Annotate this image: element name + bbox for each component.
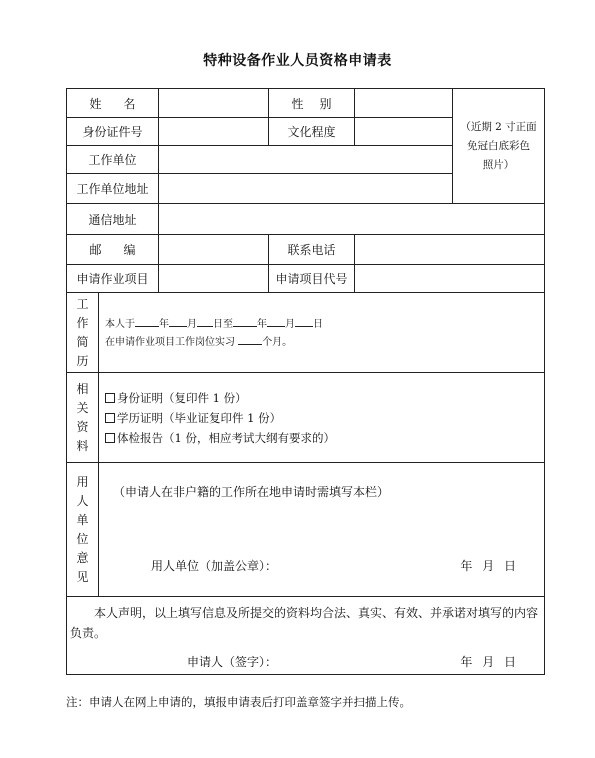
work-history-line-1	[105, 315, 544, 333]
checkbox[interactable]	[105, 433, 115, 443]
checklist-item[interactable]	[105, 388, 544, 408]
phone-label: 联系电话	[269, 235, 355, 265]
work-history-line-2	[105, 333, 544, 351]
work-history-content[interactable]	[99, 293, 545, 373]
checklist-item-label: 学历证明（毕业证复印件 1 份）	[117, 410, 282, 425]
checklist-item[interactable]	[105, 428, 544, 448]
history-text: 月	[285, 318, 295, 330]
mailing-address-label: 通信地址	[67, 204, 159, 235]
opinion-char: 位	[76, 531, 89, 546]
materials-char: 相	[76, 381, 89, 396]
declaration-text: 本人声明，以上填写信息及所提交的资料均合法、真实、有效、并承诺对填写的内容负责。	[70, 606, 539, 640]
opinion-note: （申请人在非户籍的工作所在地申请时需填写本栏）	[113, 485, 390, 499]
opinion-unit-stamp: 用人单位（加盖公章）：	[151, 559, 278, 573]
materials-char: 资	[76, 419, 89, 434]
materials-char: 关	[76, 400, 89, 415]
name-field[interactable]	[159, 89, 269, 118]
project-code-field[interactable]	[355, 265, 545, 293]
history-text: 年	[159, 318, 169, 330]
materials-char: 料	[76, 438, 89, 453]
materials-checklist	[99, 373, 545, 463]
materials-label	[67, 373, 99, 463]
history-text: 个月。	[262, 336, 293, 348]
work-history-char: 工	[76, 296, 89, 311]
declaration-cell[interactable]	[67, 597, 545, 675]
id-number-field[interactable]	[159, 118, 269, 146]
project-code-label: 申请项目代号	[269, 265, 355, 293]
employer-address-field[interactable]	[159, 174, 453, 204]
application-form-table	[66, 88, 545, 675]
opinion-char: 意	[76, 550, 89, 565]
start-year-blank[interactable]	[135, 315, 159, 327]
employer-field[interactable]	[159, 146, 453, 174]
declaration-date: 年 月 日	[460, 655, 517, 669]
opinion-char: 单	[76, 512, 89, 527]
id-number-label: 身份证件号	[67, 118, 159, 146]
work-history-label	[67, 293, 99, 373]
footnote: 注：申请人在网上申请的，填报申请表后打印盖章签字并扫描上传。	[66, 695, 411, 709]
opinion-char: 人	[76, 493, 89, 508]
employer-opinion-field[interactable]	[99, 463, 545, 597]
photo-note-line-2: 免冠白底彩色	[467, 139, 531, 152]
opinion-date: 年 月 日	[460, 559, 517, 573]
form-title: 特种设备作业人员资格申请表	[203, 53, 392, 69]
photo-note-line-1: （近期 2 寸正面	[460, 120, 537, 133]
employer-label: 工作单位	[67, 146, 159, 174]
applicant-signature-label: 申请人（签字）：	[187, 655, 278, 669]
opinion-char: 见	[76, 569, 89, 584]
checklist-item[interactable]	[105, 408, 544, 428]
photo-box[interactable]	[453, 89, 545, 204]
end-day-blank[interactable]	[295, 315, 313, 327]
checkbox[interactable]	[105, 393, 115, 403]
education-field[interactable]	[355, 118, 453, 146]
name-label: 姓名	[67, 89, 159, 118]
history-text: 日至	[213, 318, 233, 330]
history-text: 月	[187, 318, 197, 330]
start-day-blank[interactable]	[197, 315, 213, 327]
mailing-address-field[interactable]	[159, 204, 545, 235]
postcode-label: 邮编	[67, 235, 159, 265]
phone-field[interactable]	[355, 235, 545, 265]
photo-note-line-3: 照片）	[482, 158, 515, 171]
history-text: 本人于	[105, 318, 135, 330]
checklist-item-label: 身份证明（复印件 1 份）	[117, 390, 247, 405]
education-label: 文化程度	[269, 118, 355, 146]
end-month-blank[interactable]	[267, 315, 285, 327]
gender-label: 性别	[269, 89, 355, 118]
history-text: 在申请作业项目工作岗位实习	[105, 336, 235, 348]
work-history-char: 历	[76, 353, 89, 368]
history-text: 年	[257, 318, 267, 330]
internship-months-blank[interactable]	[238, 333, 262, 345]
project-field[interactable]	[159, 265, 269, 293]
opinion-char: 用	[76, 474, 89, 489]
postcode-field[interactable]	[159, 235, 269, 265]
project-label: 申请作业项目	[67, 265, 159, 293]
checkbox[interactable]	[105, 413, 115, 423]
work-history-char: 作	[76, 315, 89, 330]
end-year-blank[interactable]	[233, 315, 257, 327]
start-month-blank[interactable]	[169, 315, 187, 327]
work-history-char: 简	[76, 334, 89, 349]
history-text: 日	[313, 318, 323, 330]
employer-opinion-label	[67, 463, 99, 597]
employer-address-label: 工作单位地址	[67, 174, 159, 204]
gender-field[interactable]	[355, 89, 453, 118]
checklist-item-label: 体检报告（1 份，相应考试大纲有要求的）	[117, 430, 335, 445]
